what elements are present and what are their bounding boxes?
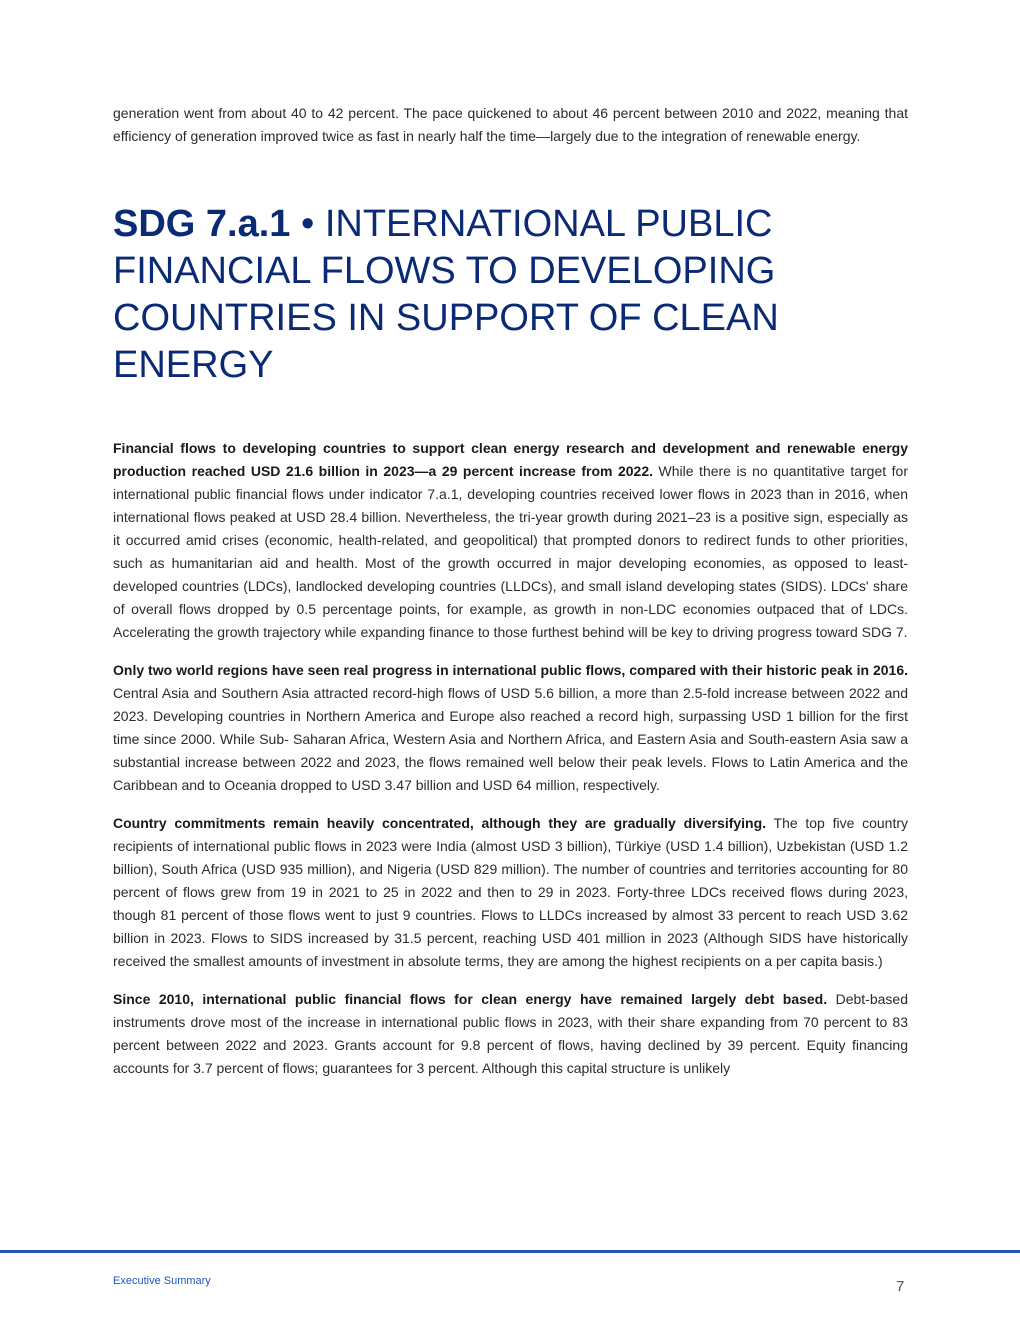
page-number: 7 xyxy=(896,1278,905,1295)
body-paragraph xyxy=(113,437,908,644)
footer-section-label: Executive Summary xyxy=(113,1275,211,1287)
paragraph-body: While there is no quantitative target for international public financial flows under indicator 7.a.1, developing countries received lower flows in 2023 than in 2016, when international flows peaked at USD 28.4 billion. Nevertheless, the tri-year growth during 2021–23 is a positive sign, especially as it occurred amid crises (economic, health-related, and geopolitical) that prompted donors to redirect funds to other priorities, such as humanitarian aid and health. Most of the growth occurred in major developing economies, as opposed to least-developed countries (LDCs), landlocked developing countries (LLDCs), and small island developing states (SIDS). LDCs' share of overall flows dropped by 0.5 percentage points, for example, as growth in non-LDC economies outpaced that of LDCs. Accelerating the growth trajectory while expanding finance to those furthest behind will be key to driving progress toward SDG 7. xyxy=(113,463,908,640)
footer-divider xyxy=(0,1250,1020,1253)
heading-separator: • xyxy=(290,203,325,245)
heading-title: INTERNATIONAL PUBLIC FINANCIAL FLOWS TO DEVELOPING COUNTRIES IN SUPPORT OF CLEAN ENERGY xyxy=(113,203,779,386)
body-paragraph xyxy=(113,812,908,973)
page-content xyxy=(113,102,908,1095)
paragraph-body: Debt-based instruments drove most of the increase in international public flows in 2023, with their share expanding from 70 percent to 83 percent between 2022 and 2023. Grants account for 9.8 percent of flows, having declined by 39 percent. Equity financing accounts for 3.7 percent of flows; guarantees for 3 percent. Although this capital structure is unlikely xyxy=(113,991,908,1076)
paragraph-lead: Since 2010, international public financial flows for clean energy have remained largely debt based. xyxy=(113,991,828,1007)
paragraph-lead: Only two world regions have seen real progress in international public flows, compared with their historic peak in 2016. xyxy=(113,662,908,678)
heading-code: SDG 7.a.1 xyxy=(113,203,291,245)
section-heading xyxy=(113,201,908,389)
paragraph-lead: Financial flows to developing countries to support clean energy research and development and renewable energy production reached USD 21.6 billion in 2023—a 29 percent increase from 2022. xyxy=(113,440,908,479)
paragraph-body: The top five country recipients of international public flows in 2023 were India (almost USD 3 billion), Türkiye (USD 1.4 billion), Uzbekistan (USD 1.2 billion), South Africa (USD 935 million), and Nigeria (USD 829 million). The number of countries and territories accounting for 80 percent of flows grew from 19 in 2021 to 25 in 2022 and then to 29 in 2023. Forty-three LDCs received flows during 2023, though 81 percent of those flows went to just 9 countries. Flows to LLDCs increased by almost 33 percent to reach USD 3.62 billion in 2023. Flows to SIDS increased by 31.5 percent, reaching USD 401 million in 2023 (Although SIDS have historically received the smallest amounts of investment in absolute terms, they are among the highest recipients on a per capita basis.) xyxy=(113,815,908,969)
body-paragraph xyxy=(113,988,908,1080)
paragraph-lead: Country commitments remain heavily concentrated, although they are gradually diversifying. xyxy=(113,815,767,831)
intro-paragraph: generation went from about 40 to 42 percent. The pace quickened to about 46 percent between 2010 and 2022, meaning that efficiency of generation improved twice as fast in nearly half the time—largely due to the integration of renewable energy. xyxy=(113,105,908,144)
body-paragraph xyxy=(113,659,908,797)
paragraph-body: Central Asia and Southern Asia attracted record-high flows of USD 5.6 billion, a more than 2.5-fold increase between 2022 and 2023. Developing countries in Northern America and Europe also reached a record high, surpassing USD 1 billion for the first time since 2000. While Sub- Saharan Africa, Western Asia and Northern Africa, and Eastern Asia and South-eastern Asia saw a substantial increase between 2022 and 2023, the flows remained well below their peak levels. Flows to Latin America and the Caribbean and to Oceania dropped to USD 3.47 billion and USD 64 million, respectively. xyxy=(113,685,908,793)
